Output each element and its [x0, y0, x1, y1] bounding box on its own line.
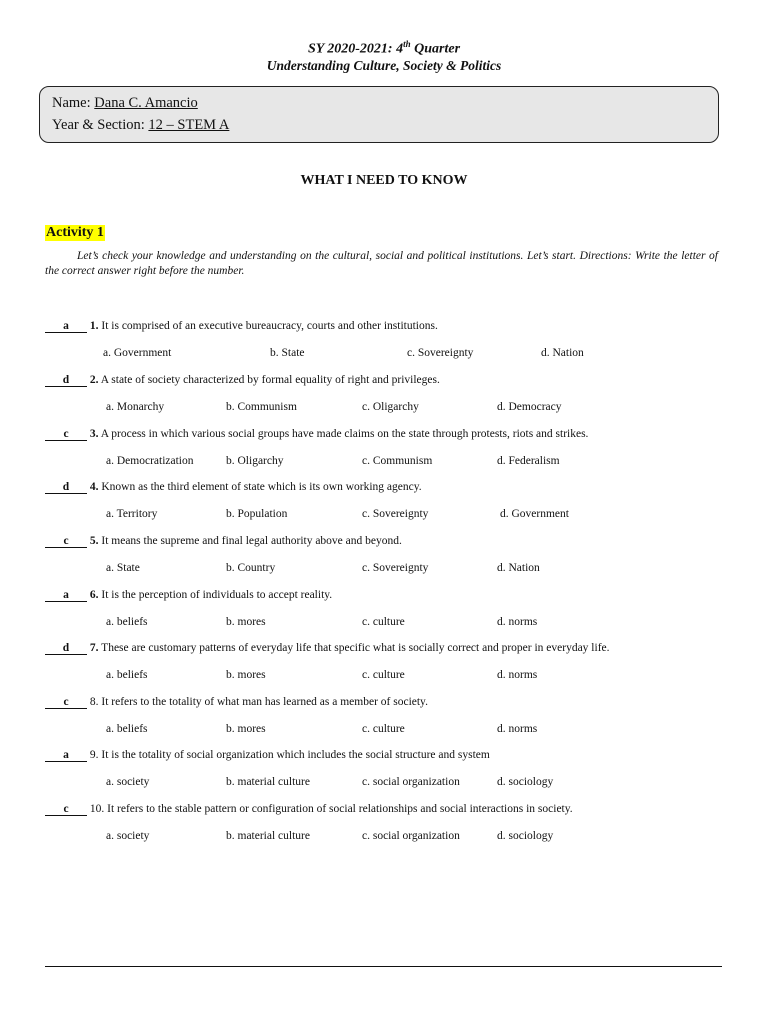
answer-blank[interactable]: c — [45, 696, 87, 709]
question-number: 8. — [89, 696, 99, 708]
name-value: Dana C. Amancio — [94, 95, 198, 111]
answer-option: d. norms — [497, 616, 538, 628]
question-2 — [45, 374, 440, 387]
answer-option: a. society — [106, 830, 150, 842]
question-number: 1. — [89, 320, 99, 332]
answer-option: c. social organization — [362, 776, 460, 788]
answer-option: c. Communism — [362, 455, 433, 467]
question-number: 6. — [89, 589, 99, 601]
question-text: It refers to the stable pattern or configuration of social relationships and social interactions in society. — [104, 803, 573, 815]
answer-option: a. beliefs — [106, 723, 148, 735]
question-8 — [45, 696, 428, 709]
answer-option: b. material culture — [226, 830, 310, 842]
footer-rule — [45, 966, 722, 967]
school-year-superscript: th — [403, 39, 411, 49]
answer-option: c. culture — [362, 669, 405, 681]
question-number: 9. — [89, 749, 99, 761]
question-text: It is the perception of individuals to accept reality. — [98, 589, 333, 601]
school-year-text: SY 2020-2021: 4 — [307, 41, 404, 57]
answer-blank[interactable]: a — [45, 749, 87, 762]
answer-option: c. Sovereignty — [407, 347, 474, 359]
question-1 — [45, 320, 438, 333]
question-number: 7. — [89, 642, 99, 654]
answer-option: c. culture — [362, 616, 405, 628]
answer-blank[interactable]: c — [45, 428, 87, 441]
answer-option: b. Oligarchy — [226, 455, 284, 467]
question-text: It is the totality of social organization which includes the social structure and system — [98, 749, 490, 761]
question-text: A process in which various social groups have made claims on the state through protests, riots and strikes. — [98, 428, 589, 440]
section-title: WHAT I NEED TO KNOW — [300, 173, 468, 188]
answer-option: a. beliefs — [106, 669, 148, 681]
answer-option: d. Nation — [497, 562, 540, 574]
answer-option: d. Nation — [541, 347, 584, 359]
question-text: A state of society characterized by formal equality of right and privileges. — [98, 374, 440, 386]
answer-option: c. culture — [362, 723, 405, 735]
question-5 — [45, 535, 402, 548]
question-9 — [45, 749, 490, 762]
answer-blank[interactable]: c — [45, 535, 87, 548]
question-number: 2. — [89, 374, 99, 386]
question-number: 4. — [89, 481, 99, 493]
answer-option: d. norms — [497, 723, 538, 735]
answer-option: c. Sovereignty — [362, 562, 429, 574]
question-text: It means the supreme and final legal authority above and beyond. — [98, 535, 402, 547]
answer-option: b. Communism — [226, 401, 297, 413]
question-number: 10. — [89, 803, 105, 815]
section-line — [52, 117, 229, 134]
answer-option: a. beliefs — [106, 616, 148, 628]
answer-option: c. Sovereignty — [362, 508, 429, 520]
answer-option: b. material culture — [226, 776, 310, 788]
answer-option: d. Democracy — [497, 401, 562, 413]
answer-option: c. social organization — [362, 830, 460, 842]
answer-option: b. mores — [226, 723, 266, 735]
answer-option: b. mores — [226, 669, 266, 681]
question-7 — [45, 642, 610, 655]
answer-option: a. Government — [103, 347, 172, 359]
answer-option: a. Monarchy — [106, 401, 165, 413]
answer-option: b. State — [270, 347, 305, 359]
answer-option: d. sociology — [497, 776, 554, 788]
section-label: Year & Section: — [52, 117, 149, 133]
question-10 — [45, 803, 573, 816]
question-text: It refers to the totality of what man has learned as a member of society. — [98, 696, 428, 708]
answer-option: d. Federalism — [497, 455, 560, 467]
activity-instructions: Let’s check your knowledge and understanding on the cultural, social and political institutions. Let’s start. Directions: Write the letter of the correct answer right before the number. — [45, 250, 718, 277]
subject-header: Understanding Culture, Society & Politics — [266, 58, 502, 73]
question-4 — [45, 481, 422, 494]
answer-option: a. State — [106, 562, 140, 574]
question-3 — [45, 428, 588, 441]
question-text: It is comprised of an executive bureaucracy, courts and other institutions. — [98, 320, 438, 332]
answer-option: b. Country — [226, 562, 276, 574]
answer-blank[interactable]: c — [45, 803, 87, 816]
name-label: Name: — [52, 95, 95, 111]
question-number: 3. — [89, 428, 99, 440]
answer-option: c. Oligarchy — [362, 401, 419, 413]
answer-blank[interactable]: d — [45, 481, 87, 494]
section-value: 12 – STEM A — [148, 117, 230, 133]
question-text: Known as the third element of state which is its own working agency. — [98, 481, 422, 493]
answer-option: b. Population — [226, 508, 288, 520]
answer-blank[interactable]: d — [45, 642, 87, 655]
answer-blank[interactable]: d — [45, 374, 87, 387]
answer-blank[interactable]: a — [45, 320, 87, 333]
answer-option: b. mores — [226, 616, 266, 628]
question-6 — [45, 589, 332, 602]
school-year-header — [0, 39, 768, 58]
answer-option: d. norms — [497, 669, 538, 681]
answer-option: a. Democratization — [106, 455, 194, 467]
name-line — [52, 95, 198, 112]
activity-label: Activity 1 — [46, 225, 104, 240]
quarter-text: Quarter — [410, 41, 461, 57]
answer-option: a. society — [106, 776, 150, 788]
answer-option: d. Government — [500, 508, 569, 520]
answer-option: a. Territory — [106, 508, 158, 520]
question-number: 5. — [89, 535, 99, 547]
answer-blank[interactable]: a — [45, 589, 87, 602]
question-text: These are customary patterns of everyday life that specific what is socially correct and proper in everyday life. — [98, 642, 610, 654]
student-info-box — [39, 86, 719, 143]
answer-option: d. sociology — [497, 830, 554, 842]
